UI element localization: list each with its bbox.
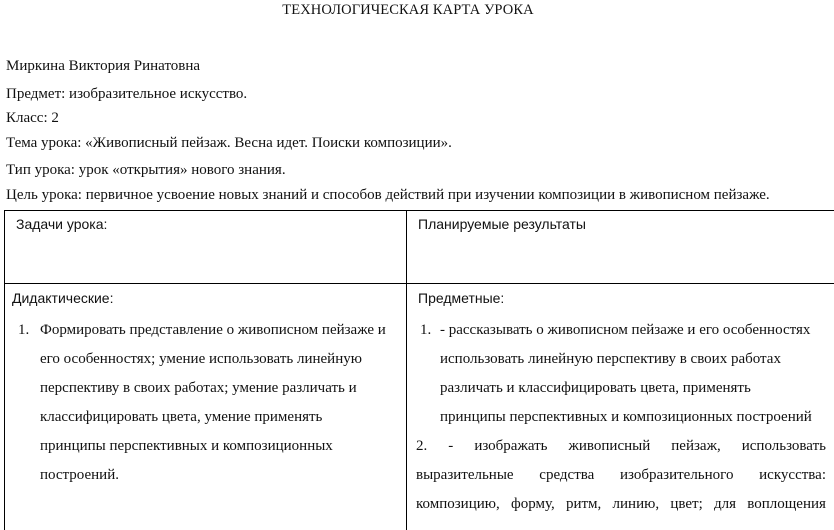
list-item-line: различать и классифицировать цвета, применять	[440, 380, 751, 396]
list-item-line: классифицировать цвета, умение применять	[40, 409, 323, 425]
page-title: ТЕХНОЛОГИЧЕСКАЯ КАРТА УРОКА	[282, 2, 534, 18]
list-item-line: использовать линейную перспективу в своих работах	[440, 351, 781, 367]
list-item-line: - рассказывать о живописном пейзаже и его особенностях	[440, 322, 811, 338]
word: форму,	[510, 496, 555, 512]
word: для	[713, 496, 737, 512]
word: -	[448, 438, 454, 454]
word: линию,	[612, 496, 660, 512]
list-item-line: его особенностях; умение использовать линейную	[40, 351, 362, 367]
list-item-line: Формировать представление о живописном пейзаже и	[40, 322, 386, 338]
word: композицию,	[416, 496, 500, 512]
header-results: Планируемые результаты	[418, 216, 586, 232]
list-item-number: 1.	[18, 322, 30, 338]
table-border-row	[4, 283, 834, 284]
subject-line: Предмет: изобразительное искусство.	[6, 86, 248, 102]
author-line: Миркина Виктория Ринатовна	[6, 58, 201, 74]
tasks-results-table	[4, 210, 834, 530]
list-item-line: построений.	[40, 467, 119, 483]
subject-results-label: Предметные:	[418, 290, 505, 306]
list-item-number: 1.	[420, 322, 432, 338]
word: воплощения	[747, 496, 826, 512]
grade-line: Класс: 2	[6, 110, 59, 126]
word: живописный	[568, 438, 651, 454]
topic-line: Тема урока: «Живописный пейзаж. Весна идет. Поиски композиции».	[6, 135, 452, 151]
lesson-type-line: Тип урока: урок «открытия» нового знания.	[6, 162, 286, 178]
word: использовать	[741, 438, 826, 454]
table-border-left	[4, 210, 5, 530]
table-border-middle	[406, 210, 407, 530]
word: изобразительного	[620, 467, 734, 483]
list-item-line	[416, 438, 826, 455]
list-item-line: принципы перспективных и композиционных построений	[440, 409, 812, 425]
word: изображать	[474, 438, 548, 454]
list-item-line: принципы перспективных и композиционных	[40, 438, 333, 454]
didactic-label: Дидактические:	[12, 290, 114, 306]
list-item-line	[416, 496, 826, 513]
table-border-top	[4, 210, 834, 211]
word: 2.	[416, 438, 428, 454]
word: средства	[539, 467, 595, 483]
word: искусства:	[759, 467, 826, 483]
goal-line: Цель урока: первичное усвоение новых знаний и способов действий при изучении композиции в живописном пейзаже.	[6, 187, 770, 203]
word: ритм,	[565, 496, 602, 512]
header-tasks: Задачи урока:	[16, 216, 108, 232]
list-item-line: перспективу в своих работах; умение различать и	[40, 380, 357, 396]
word: цвет;	[670, 496, 703, 512]
word: пейзаж,	[671, 438, 721, 454]
word: выразительные	[416, 467, 514, 483]
list-item-line	[416, 467, 826, 484]
